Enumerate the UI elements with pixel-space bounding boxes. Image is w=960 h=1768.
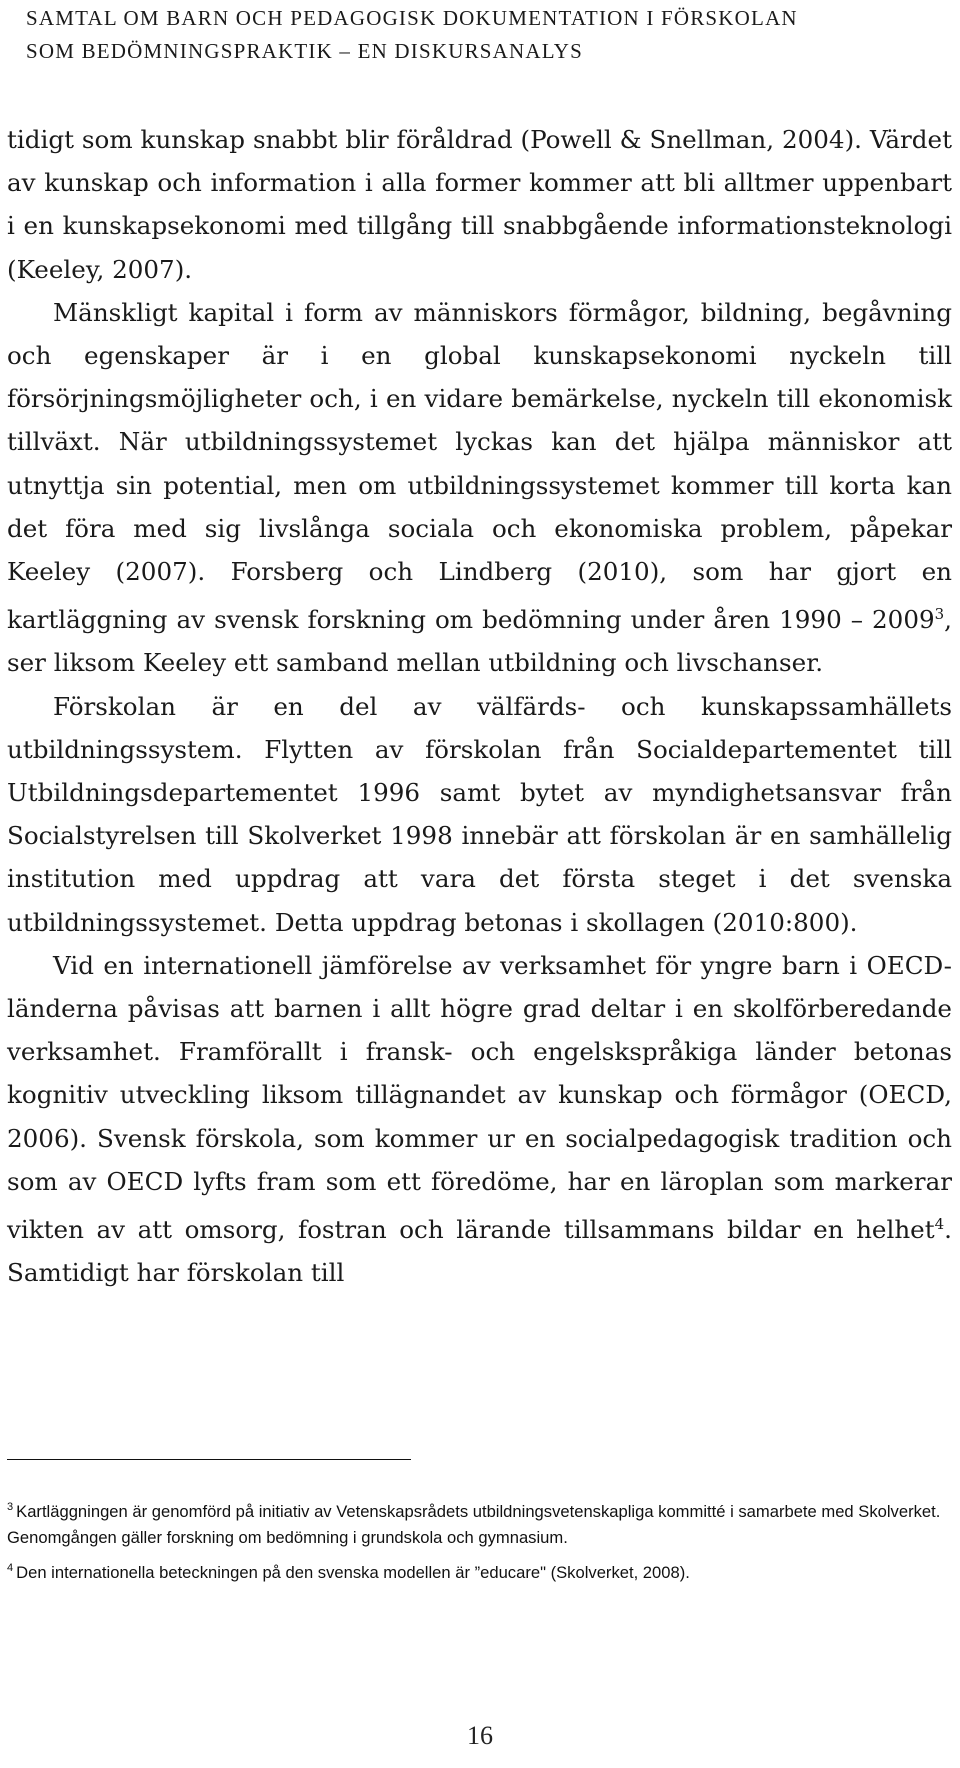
page-number: 16 — [467, 1721, 493, 1750]
footnote-3-text: Kartläggningen är genomförd på initiativ av Vetenskapsrådets utbildningsvetenskapliga kommitté i samarbete med Skolverket. Genomgången gäller forskning om bedömning i grundskola och gymnasium. — [7, 1502, 941, 1547]
paragraph-4 — [7, 944, 952, 1295]
paragraph-1: tidigt som kunskap snabbt blir föråldrad (Powell & Snellman, 2004). Värdet av kunskap och information i alla former kommer att bli alltmer uppenbart i en kunskapsekonomi med tillgång till snabbgående informationsteknologi (Keeley, 2007). — [7, 125, 952, 284]
footnote-4 — [7, 1556, 947, 1586]
footnote-separator — [7, 1459, 411, 1460]
running-header — [26, 2, 946, 68]
footnote-3-number: 3 — [7, 1501, 14, 1513]
running-header-line-1: SAMTAL OM BARN OCH PEDAGOGISK DOKUMENTATION I FÖRSKOLAN — [26, 6, 798, 30]
paragraph-4-text-b: . Samtidigt har förskolan till — [7, 1215, 952, 1288]
footnote-ref-3[interactable]: 3 — [934, 605, 945, 624]
footnotes — [7, 1495, 947, 1592]
paragraph-3: Förskolan är en del av välfärds- och kunskapssamhällets utbildningssystem. Flytten av förskolan från Socialdepartementet till Utbildningsdepartementet 1996 samt bytet av myndighetsansvar från Socialstyrelsen till Skolverket 1998 innebär att förskolan är en samhällelig institution med uppdrag att vara det första steget i det svenska utbildningssystemet. Detta uppdrag betonas i skollagen (2010:800). — [7, 691, 952, 937]
paragraph-2-text-b: , ser liksom Keeley ett samband mellan utbildning och livschanser. — [7, 605, 952, 678]
paragraph-2-text-a: Mänskligt kapital i form av människors förmågor, bildning, begåvning och egenskaper är i en global kunskapsekonomi nyckeln till försörjningsmöjligheter och, i en vidare bemärkelse, nyckeln till ekonomisk tillväxt. När utbildningssystemet lyckas kan det hjälpa människor att utnyttja sin potential, men om utbildningssystemet kommer till korta kan det föra med sig livslånga sociala och ekonomiska problem, påpekar Keeley (2007). Forsberg och Lindberg (2010), som har gjort en kartläggning av svensk forskning om bedömning under åren 1990 – 2009 — [7, 297, 952, 635]
body-text — [7, 118, 952, 1294]
footnote-4-text: Den internationella beteckningen på den svenska modellen är ”educare" (Skolverket, 2008). — [16, 1563, 690, 1582]
paragraph-4-text-a: Vid en internationell jämförelse av verksamhet för yngre barn i OECD-länderna påvisas att barnen i allt högre grad deltar i en skolförberedande verksamhet. Framförallt i fransk- och engelskspråkiga länder betonas kognitiv utveckling liksom tillägnandet av kunskap och förmågor (OECD, 2006). Svensk förskola, som kommer ur en socialpedagogisk tradition och som av OECD lyfts fram som ett föredöme, har en läroplan som markerar vikten av att omsorg, fostran och lärande tillsammans bildar en helhet — [7, 950, 952, 1245]
paragraph-2 — [7, 291, 952, 685]
running-header-line-2: SOM BEDÖMNINGSPRAKTIK – EN DISKURSANALYS — [26, 39, 583, 63]
footnote-3 — [7, 1495, 947, 1550]
footnote-ref-4[interactable]: 4 — [934, 1215, 945, 1234]
footnote-4-number: 4 — [7, 1562, 14, 1574]
